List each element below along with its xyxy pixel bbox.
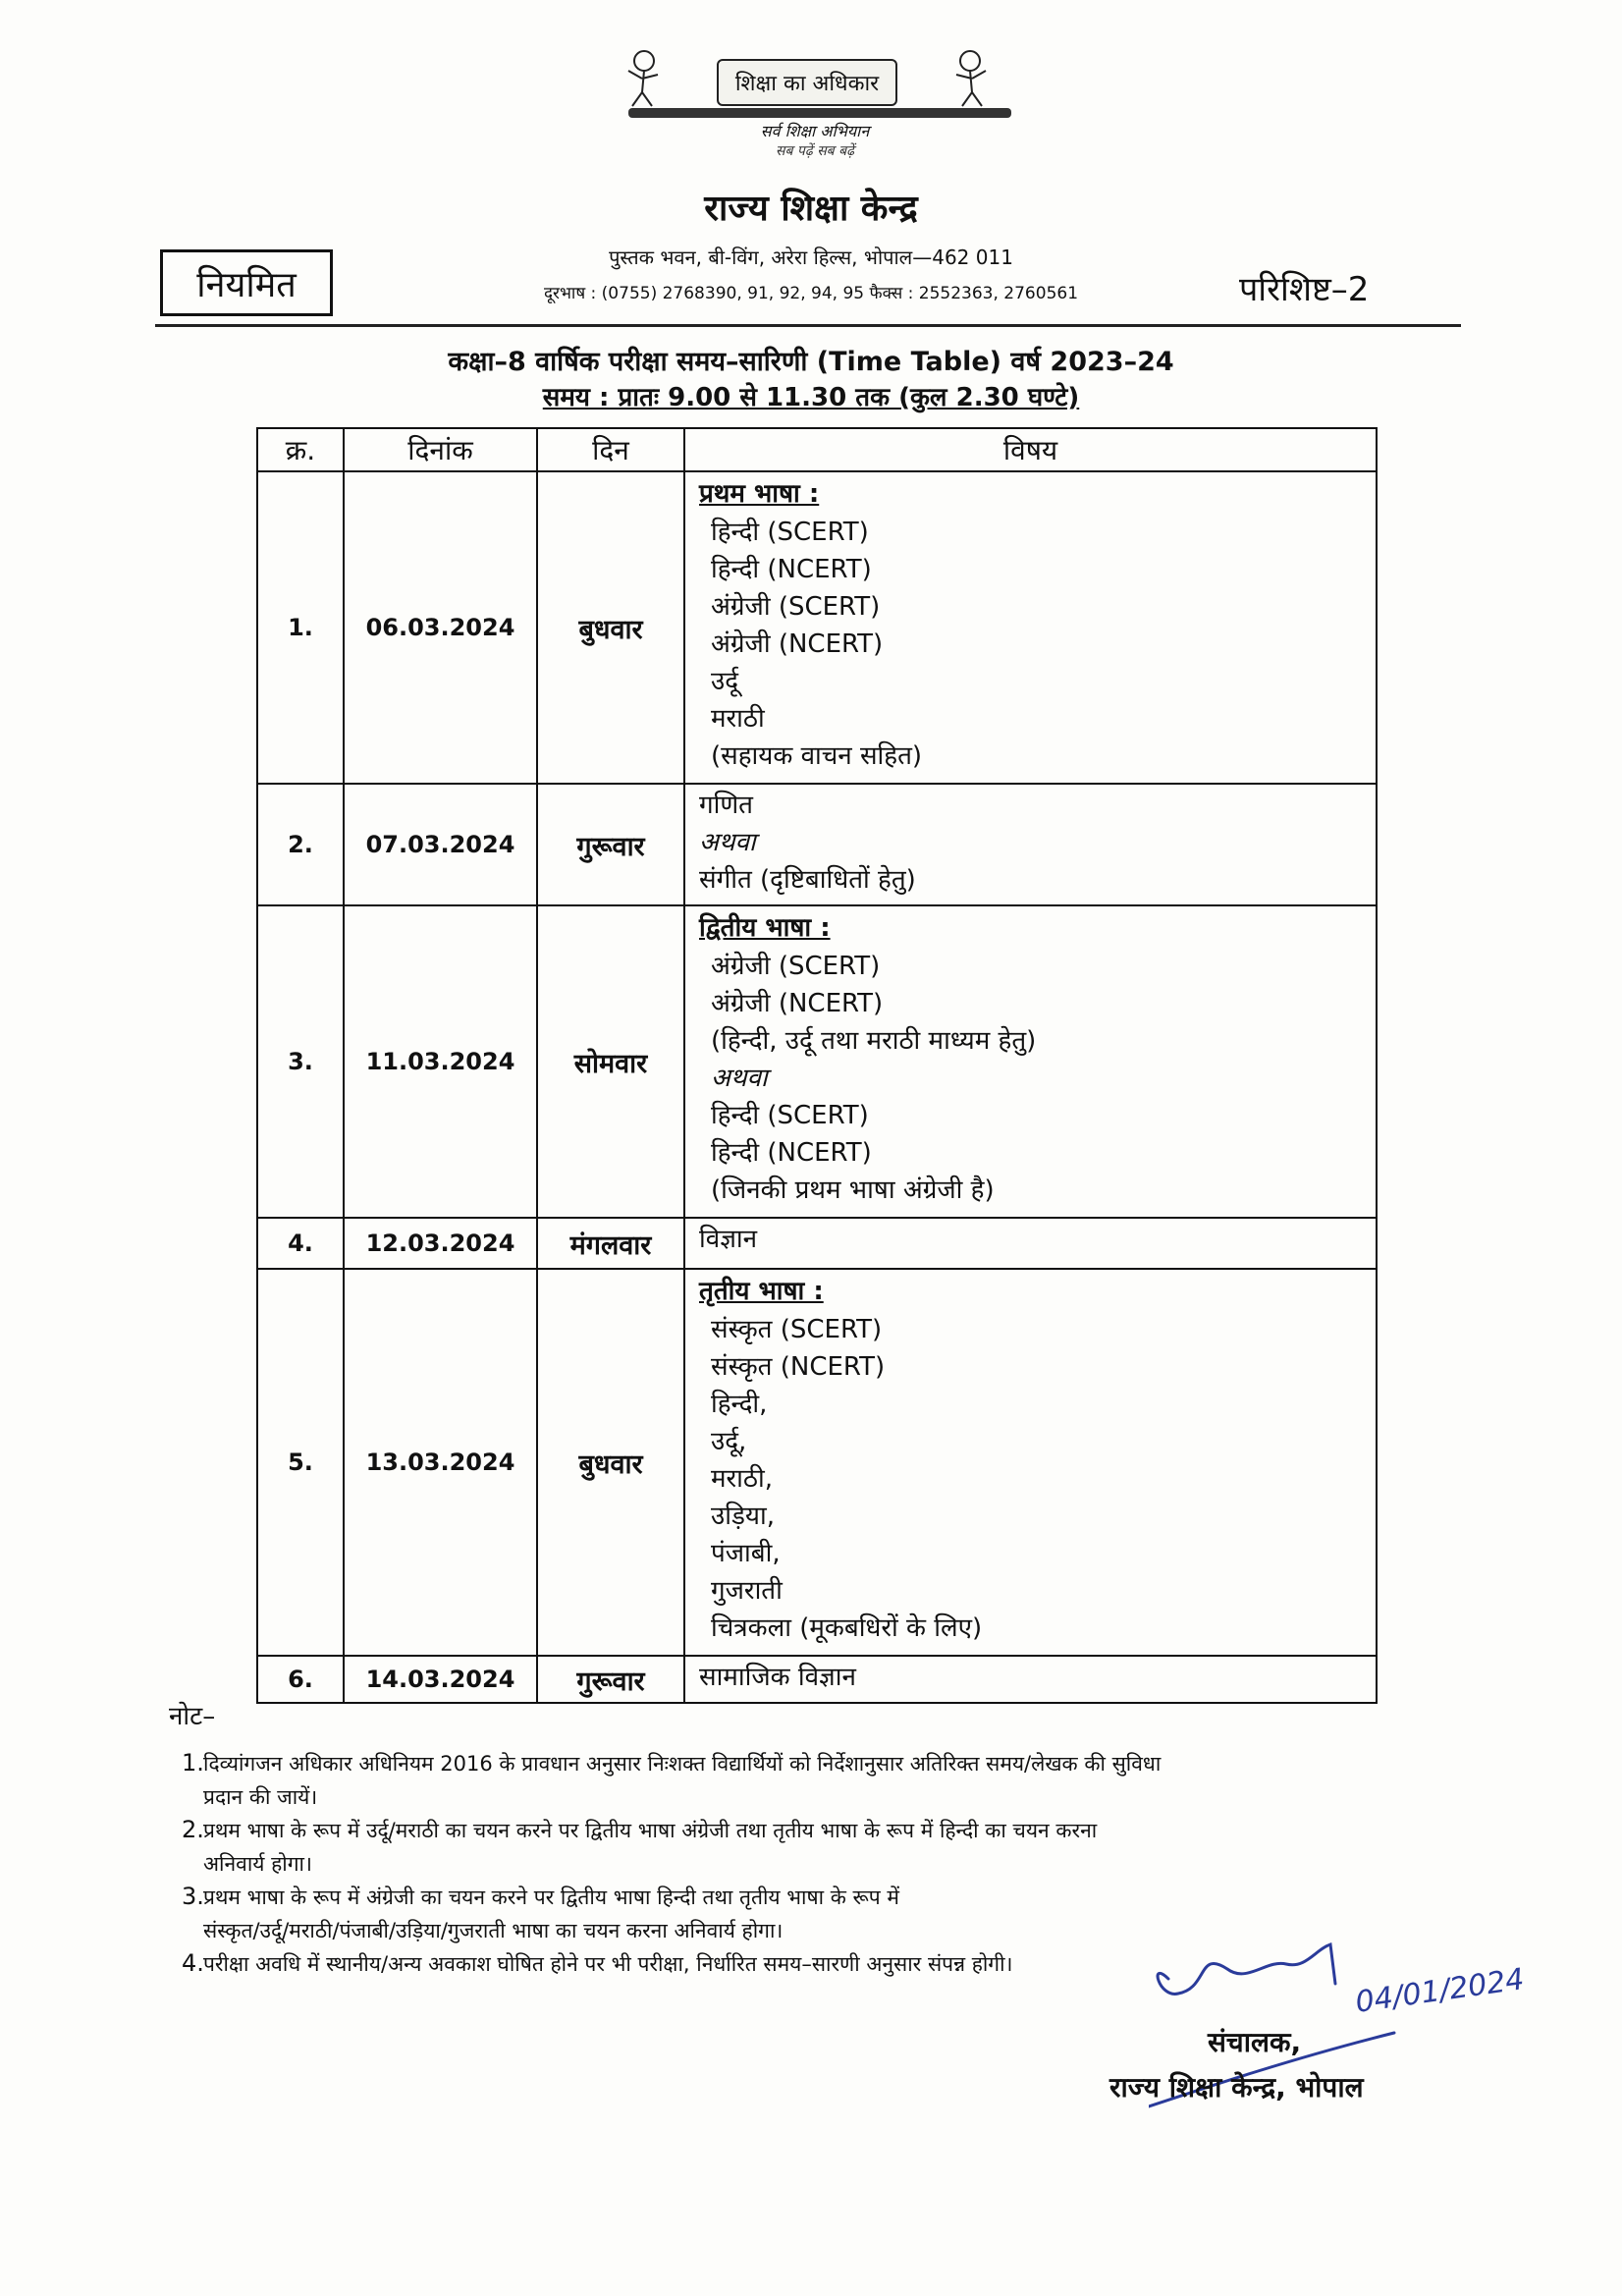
annex-label: परिशिष्ट–2	[1239, 270, 1370, 309]
row-serial: 2.	[257, 784, 344, 905]
subject-line: संगीत (दृष्टिबाधितों हेतु)	[699, 865, 916, 895]
row-day: बुधवार	[537, 1269, 684, 1656]
row-date: 14.03.2024	[344, 1656, 537, 1703]
note-number: 1.	[182, 1749, 204, 1777]
note-text: प्रथम भाषा के रूप में उर्दू/मराठी का चयन करने पर द्वितीय भाषा अंग्रेजी तथा तृतीय भाषा के रूप में हिन्दी का चयन करना	[203, 1819, 1098, 1842]
row-serial: 6.	[257, 1656, 344, 1703]
subject-line: विज्ञान	[699, 1225, 758, 1254]
note-text-cont: प्रदान की जायें।	[203, 1785, 318, 1809]
org-phone: दूरभाष : (0755) 2768390, 91, 92, 94, 95 फैक्स : 2552363, 2760561	[543, 284, 1079, 303]
row-serial: 5.	[257, 1269, 344, 1656]
subject-line: अंग्रेजी (SCERT)	[711, 592, 881, 622]
row-day: सोमवार	[537, 905, 684, 1218]
note-item	[182, 1746, 1463, 1814]
note-text-cont: अनिवार्य होगा।	[203, 1852, 312, 1876]
row-subject	[684, 1656, 1377, 1703]
subject-heading: प्रथम भाषा :	[699, 479, 820, 509]
row-subject	[684, 1269, 1377, 1656]
subject-line: अंग्रेजी (SCERT)	[711, 952, 881, 981]
row-date: 11.03.2024	[344, 905, 537, 1218]
subject-line: उड़िया,	[711, 1502, 775, 1531]
note-number: 2.	[182, 1816, 204, 1843]
row-serial: 1.	[257, 471, 344, 784]
row-serial: 3.	[257, 905, 344, 1218]
subject-heading: तृतीय भाषा :	[699, 1277, 824, 1306]
subject-line: उर्दू,	[711, 1427, 747, 1456]
subject-line: मराठी	[711, 704, 765, 734]
col-header-subject: विषय	[684, 428, 1377, 471]
subject-line: संस्कृत (NCERT)	[711, 1352, 886, 1382]
subject-line: (हिन्दी, उर्दू तथा मराठी माध्यम हेतु)	[711, 1026, 1037, 1056]
note-text: दिव्यांगजन अधिकार अधिनियम 2016 के प्रावधान अनुसार निःशक्त विद्यार्थियों को निर्देशानुसार अतिरिक्त समय/लेखक की सुविधा	[203, 1752, 1162, 1776]
subject-line: गणित	[699, 791, 753, 820]
org-address: पुस्तक भवन, बी-विंग, अरेरा हिल्स, भोपाल—462 011	[609, 246, 1013, 269]
row-subject	[684, 905, 1377, 1218]
subject-line: मराठी,	[711, 1464, 774, 1494]
subject-line: हिन्दी (NCERT)	[711, 1138, 872, 1168]
subject-line: हिन्दी (NCERT)	[711, 555, 872, 584]
row-day: बुधवार	[537, 471, 684, 784]
note-number: 4.	[182, 1949, 204, 1977]
signature-date: 04/01/2024	[1353, 1962, 1527, 2020]
table-row	[257, 1656, 1377, 1703]
table-row	[257, 784, 1377, 905]
subject-line: (जिनकी प्रथम भाषा अंग्रेजी है)	[711, 1175, 995, 1205]
row-day: मंगलवार	[537, 1218, 684, 1269]
subject-line: गुजराती	[711, 1576, 783, 1606]
row-date: 06.03.2024	[344, 471, 537, 784]
note-number: 3.	[182, 1883, 204, 1910]
timetable	[256, 427, 1378, 1704]
note-item	[182, 1813, 1463, 1881]
subject-line: पंजाबी,	[711, 1539, 781, 1568]
row-serial: 4.	[257, 1218, 344, 1269]
subject-line: उर्दू	[711, 667, 739, 696]
subject-line: चित्रकला (मूकबधिरों के लिए)	[711, 1613, 983, 1643]
subject-line: अथवा	[711, 1064, 768, 1093]
table-row	[257, 1269, 1377, 1656]
col-header-serial: क्र.	[257, 428, 344, 471]
regular-box: नियमित	[160, 249, 333, 316]
row-subject	[684, 1218, 1377, 1269]
row-date: 12.03.2024	[344, 1218, 537, 1269]
subject-line: (सहायक वाचन सहित)	[711, 741, 923, 771]
table-row	[257, 905, 1377, 1218]
table-header-row	[257, 428, 1377, 471]
note-text: प्रथम भाषा के रूप में अंग्रेजी का चयन करने पर द्वितीय भाषा हिन्दी तथा तृतीय भाषा के रूप में	[203, 1886, 899, 1909]
note-text: परीक्षा अवधि में स्थानीय/अन्य अवकाश घोषित होने पर भी परीक्षा, निर्धारित समय–सारणी अनुसार संपन्न होगी।	[203, 1952, 1013, 1976]
pencil-icon	[628, 108, 1011, 118]
subject-line: सामाजिक विज्ञान	[699, 1663, 856, 1692]
signatory-role: संचालक,	[1208, 2026, 1302, 2058]
row-subject	[684, 784, 1377, 905]
row-day: गुरूवार	[537, 784, 684, 905]
notes-heading: नोट–	[169, 1702, 216, 1731]
subject-line: अथवा	[699, 828, 756, 857]
row-subject	[684, 471, 1377, 784]
logo-subtitle: सर्व शिक्षा अभियान	[760, 122, 870, 140]
subject-line: हिन्दी (SCERT)	[711, 1101, 869, 1130]
org-name: राज्य शिक्षा केन्द्र	[704, 189, 918, 229]
row-day: गुरूवार	[537, 1656, 684, 1703]
timetable-title: कक्षा–8 वार्षिक परीक्षा समय–सारिणी (Time Table) वर्ष 2023–24	[448, 347, 1174, 377]
logo-banner: शिक्षा का अधिकार	[717, 59, 897, 106]
subject-line: हिन्दी,	[711, 1390, 768, 1419]
child-left-icon	[622, 49, 662, 108]
col-header-date: दिनांक	[344, 428, 537, 471]
col-header-day: दिन	[537, 428, 684, 471]
logo	[609, 39, 1011, 167]
table-row	[257, 471, 1377, 784]
note-item	[182, 1880, 1463, 1947]
subject-line: संस्कृत (SCERT)	[711, 1315, 883, 1344]
subject-line: अंग्रेजी (NCERT)	[711, 629, 884, 659]
timetable-time: समय : प्रातः 9.00 से 11.30 तक (कुल 2.30 घण्टे)	[542, 383, 1080, 412]
subject-line: अंग्रेजी (NCERT)	[711, 989, 884, 1018]
subject-heading: द्वितीय भाषा :	[699, 913, 831, 943]
row-date: 07.03.2024	[344, 784, 537, 905]
row-date: 13.03.2024	[344, 1269, 537, 1656]
signatory-org: राज्य शिक्षा केन्द्र, भोपाल	[1109, 2071, 1364, 2104]
note-text-cont: संस्कृत/उर्दू/मराठी/पंजाबी/उड़िया/गुजराती भाषा का चयन करना अनिवार्य होगा।	[203, 1919, 784, 1942]
child-right-icon	[952, 49, 992, 108]
header-divider	[155, 324, 1461, 327]
logo-tagline: सब पढ़ें सब बढ़ें	[776, 143, 854, 159]
subject-line: हिन्दी (SCERT)	[711, 518, 869, 547]
table-row	[257, 1218, 1377, 1269]
